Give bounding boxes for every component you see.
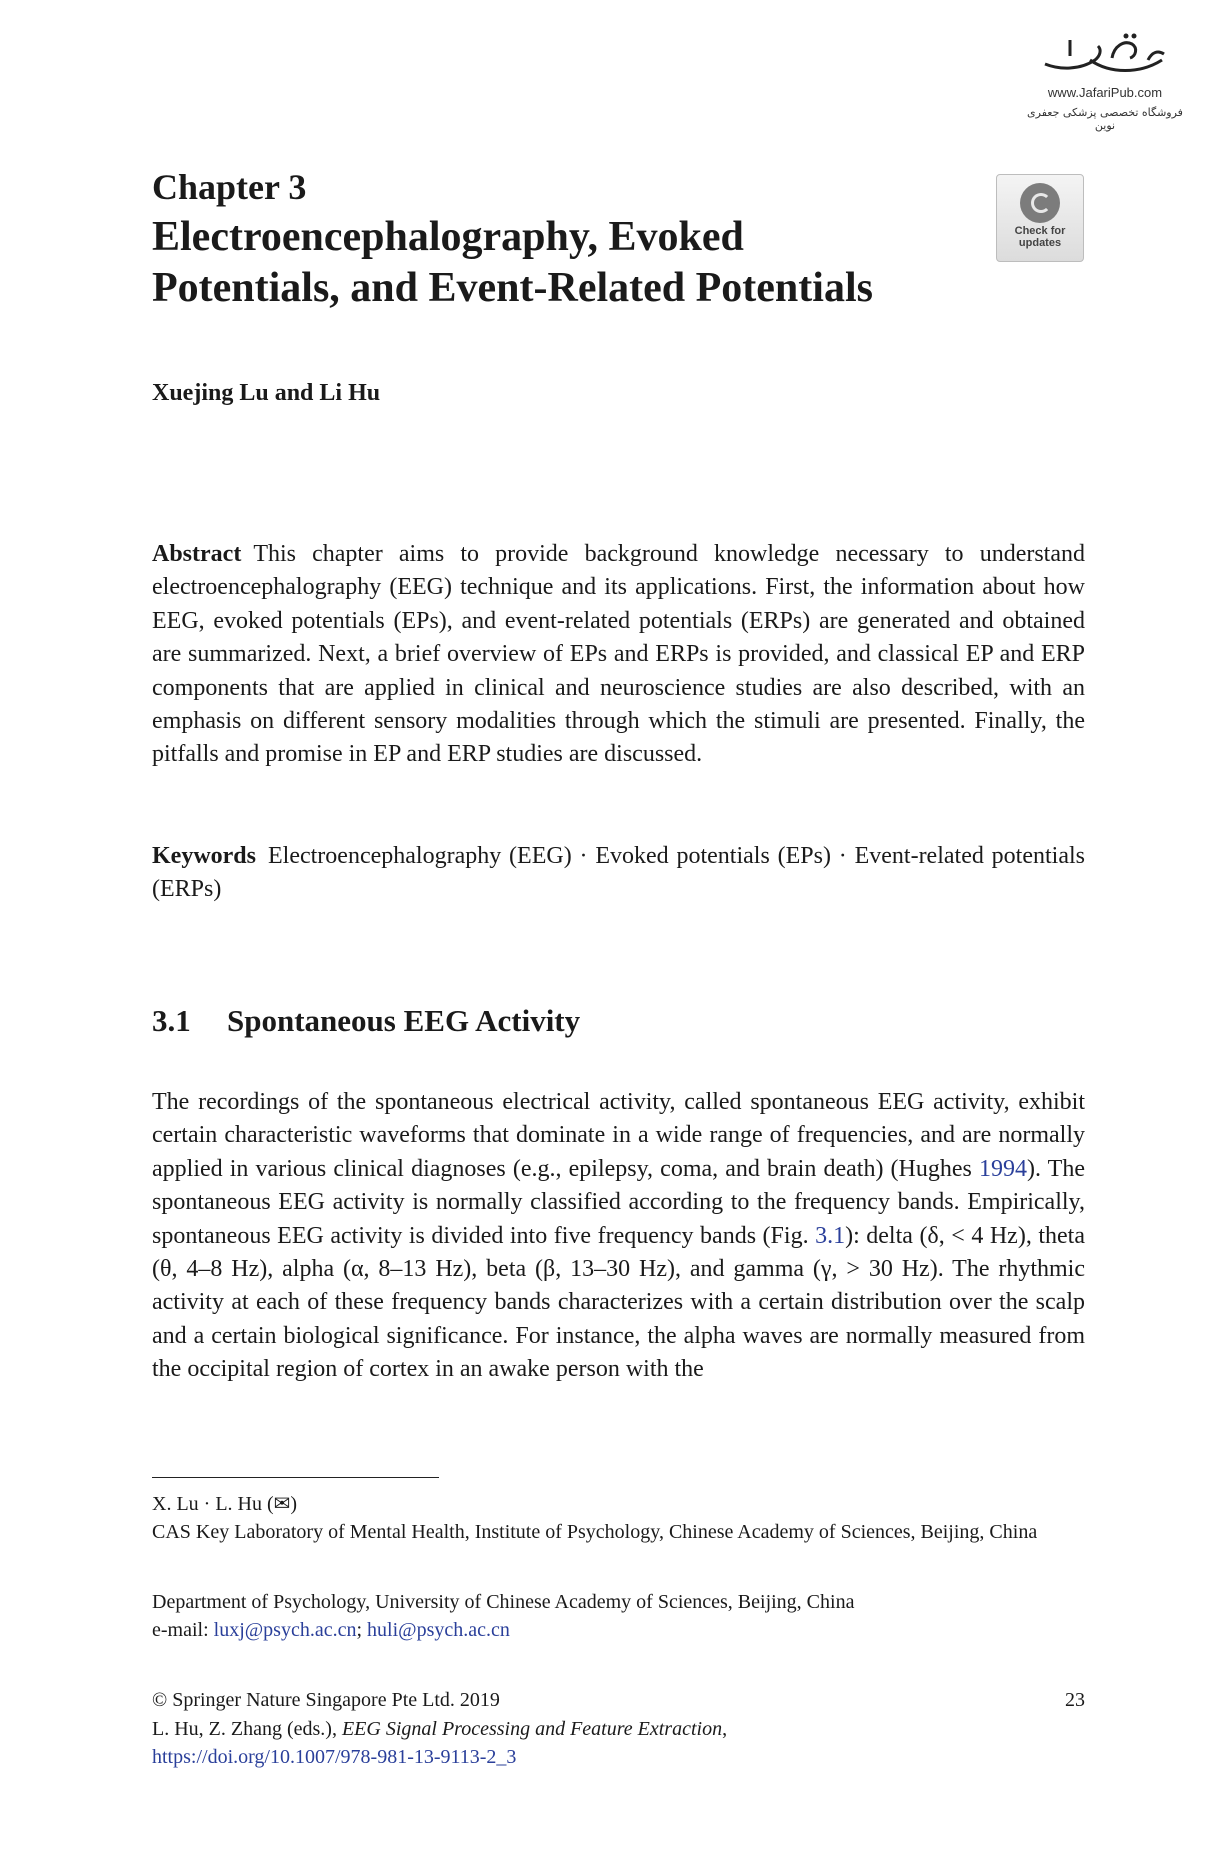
section-title: Spontaneous EEG Activity [227,1003,581,1038]
body-text-part1: The recordings of the spontaneous electrical activity, called spontaneous EEG activity, exhibit certain characteristic waveforms that dominate in a wide range of frequencies, and are normally applied in various clinical diagnoses (e.g., epilepsy, coma, and brain death) (Hughes [152,1089,1085,1182]
citation-link-hughes-1994[interactable]: 1994 [979,1155,1027,1182]
badge-line1: Check for [1014,225,1066,237]
abstract [152,538,1085,772]
footnote-divider [152,1477,439,1478]
body-paragraph [152,1086,1085,1387]
copyright-block [152,1686,1085,1772]
publisher-url: www.JafariPub.com [1047,85,1163,100]
footnote-affiliation-1: CAS Key Laboratory of Mental Health, Institute of Psychology, Chinese Academy of Sciences, Beijing, China [152,1521,1038,1543]
citation-editors: L. Hu, Z. Zhang (eds.), [152,1717,342,1740]
section-number: 3.1 [152,1003,191,1038]
email-link-hu[interactable]: huli@psych.ac.cn [367,1619,510,1641]
chapter-title [152,212,972,314]
chapter-label: Chapter 3 [152,167,307,207]
chapter-title-line1: Electroencephalography, Evoked [152,214,744,260]
email-separator: ; [356,1619,368,1641]
authors: Xuejing Lu and Li Hu [152,380,381,406]
footnote-affiliation-2: Department of Psychology, University of Chinese Academy of Sciences, Beijing, China [152,1591,855,1613]
check-for-updates-badge[interactable] [996,174,1084,262]
abstract-text: This chapter aims to provide background knowledge necessary to understand electroencephalography (EEG) technique and its applications. First, the information about how EEG, evoked potentials (EPs), and event-related potentials (ERPs) are generated and obtained are summarized. Next, a brief overview of EPs and ERPs is provided, and classical EP and ERP components that are applied in clinical and neuroscience studies are also described, with an emphasis on different sensory modalities through which the stimuli are presented. Finally, the pitfalls and promise in EP and ERP studies are discussed. [152,541,1085,768]
page-number: 23 [1065,1689,1085,1711]
email-label: e-mail: [152,1619,214,1641]
check-updates-icon [1020,183,1060,223]
citation-comma: , [722,1717,728,1740]
doi-link[interactable]: https://doi.org/10.1007/978-981-13-9113-2_3 [152,1746,517,1768]
publisher-tagline: فروشگاه تخصصی پزشکی جعفری نوین [1027,106,1183,132]
chapter-title-line2: Potentials, and Event-Related Potentials [152,265,873,311]
publisher-logo-mark-icon [1040,30,1170,76]
citation-book-title: EEG Signal Processing and Feature Extraction [341,1717,723,1740]
badge-line2: updates [1018,237,1062,249]
footnote-block-2 [152,1588,1085,1644]
body-text-part3: ): delta (δ, < 4 Hz), theta (θ, 4–8 Hz), alpha (α, 8–13 Hz), beta (β, 13–30 Hz), and gamma (γ, > 30 Hz). The rhythmic activity at each of these frequency bands characterizes with a certain distribution over the scalp and a certain biological significance. For instance, the alpha waves are normally measured from the occipital region of cortex in an awake person with the [152,1222,1085,1383]
abstract-label: Abstract [152,541,242,567]
email-link-lu[interactable]: luxj@psych.ac.cn [213,1619,357,1641]
footnote-authors: X. Lu · L. Hu (✉) [152,1493,298,1515]
footnote-email [152,1616,1085,1644]
citation-line [152,1715,1085,1744]
section-heading [152,1003,580,1039]
figure-link-3-1[interactable]: 3.1 [815,1222,846,1249]
copyright-line: © Springer Nature Singapore Pte Ltd. 2019 [152,1689,500,1711]
publisher-logo [1020,30,1190,140]
keywords-text: Electroencephalography (EEG) · Evoked potentials (EPs) · Event-related potentials (ERPs) [152,843,1085,903]
footnote-block-1 [152,1490,1085,1546]
keywords-label: Keywords [152,843,256,869]
keywords [152,840,1085,907]
body-text-part2: ). The spontaneous EEG activity is normally classified according to the frequency bands. Empirically, spontaneous EEG activity is divided into five frequency bands (Fig. [152,1155,1085,1249]
